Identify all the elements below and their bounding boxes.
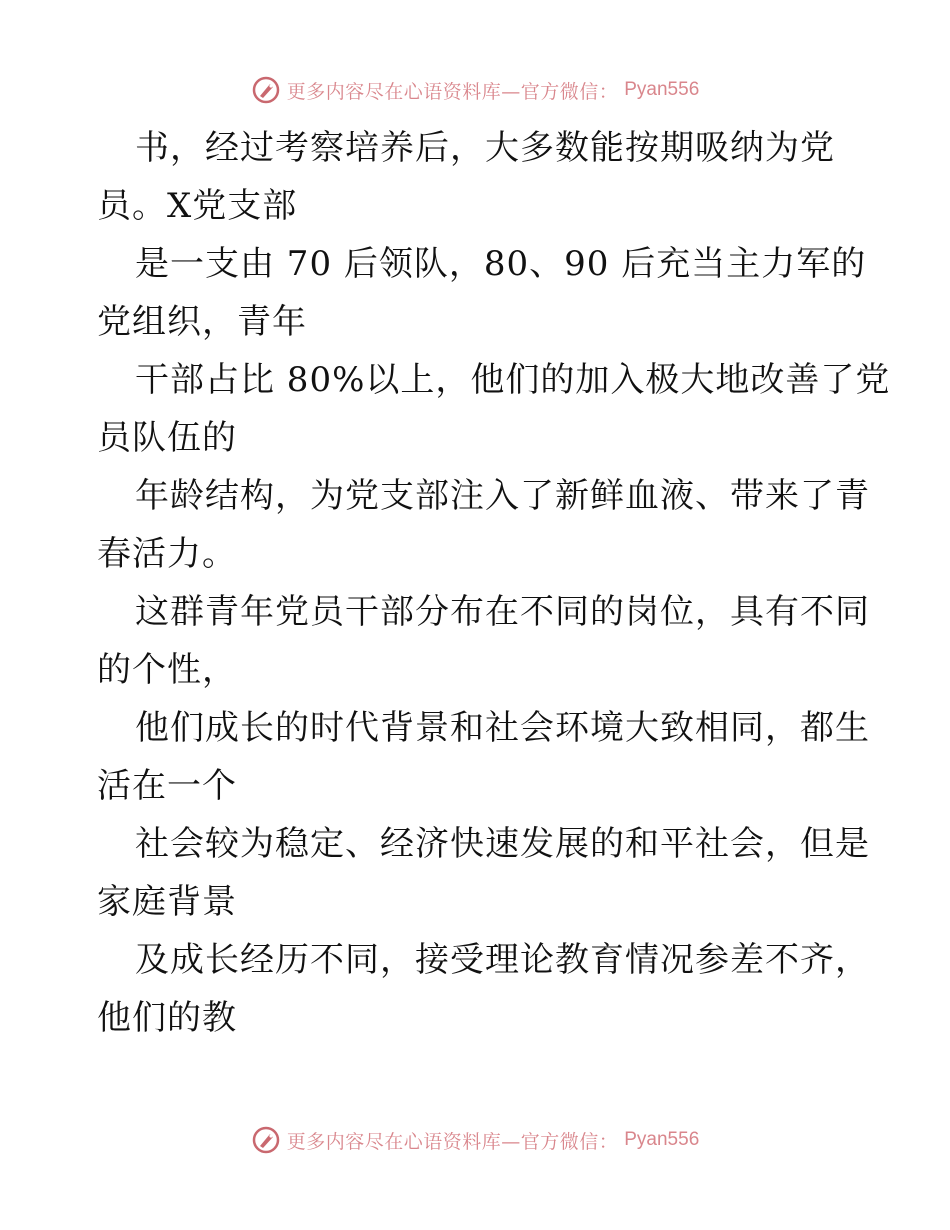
text-line: 员。X党支部 [97,186,298,226]
text-line: 年龄结构，为党支部注入了新鲜血液、带来了青 [135,476,870,516]
text-line: 社会较为稳定、经济快速发展的和平社会，但是 [135,824,870,864]
header-watermark [0,70,950,110]
watermark-id: Pyan556 [624,79,700,100]
watermark-text: 更多内容尽在心语资料库—官方微信： [286,80,619,103]
text-line: 家庭背景 [97,882,237,922]
text-line: 是一支由 70 后领队，80、90 后充当主力军的 [135,244,867,284]
text-line: 党组织，青年 [97,302,307,342]
text-line: 书，经过考察培养后，大多数能按期吸纳为党 [135,128,835,168]
text-line: 活在一个 [97,766,237,806]
text-line: 春活力。 [97,534,237,574]
text-line: 他们成长的时代背景和社会环境大致相同，都生 [135,708,870,748]
watermark-id: Pyan556 [624,1129,700,1150]
pen-nib-logo-icon [251,75,281,105]
text-line: 员队伍的 [97,418,237,458]
text-line: 干部占比 80%以上，他们的加入极大地改善了党 [135,360,891,400]
footer-watermark [0,1120,950,1160]
document-body [97,125,891,1053]
text-line: 他们的教 [97,998,237,1038]
text-line: 这群青年党员干部分布在不同的岗位，具有不同 [135,592,870,632]
pen-nib-logo-icon [251,1125,281,1155]
text-line: 及成长经历不同，接受理论教育情况参差不齐， [135,940,870,980]
text-line: 的个性， [97,650,237,690]
watermark-text: 更多内容尽在心语资料库—官方微信： [286,1130,619,1153]
